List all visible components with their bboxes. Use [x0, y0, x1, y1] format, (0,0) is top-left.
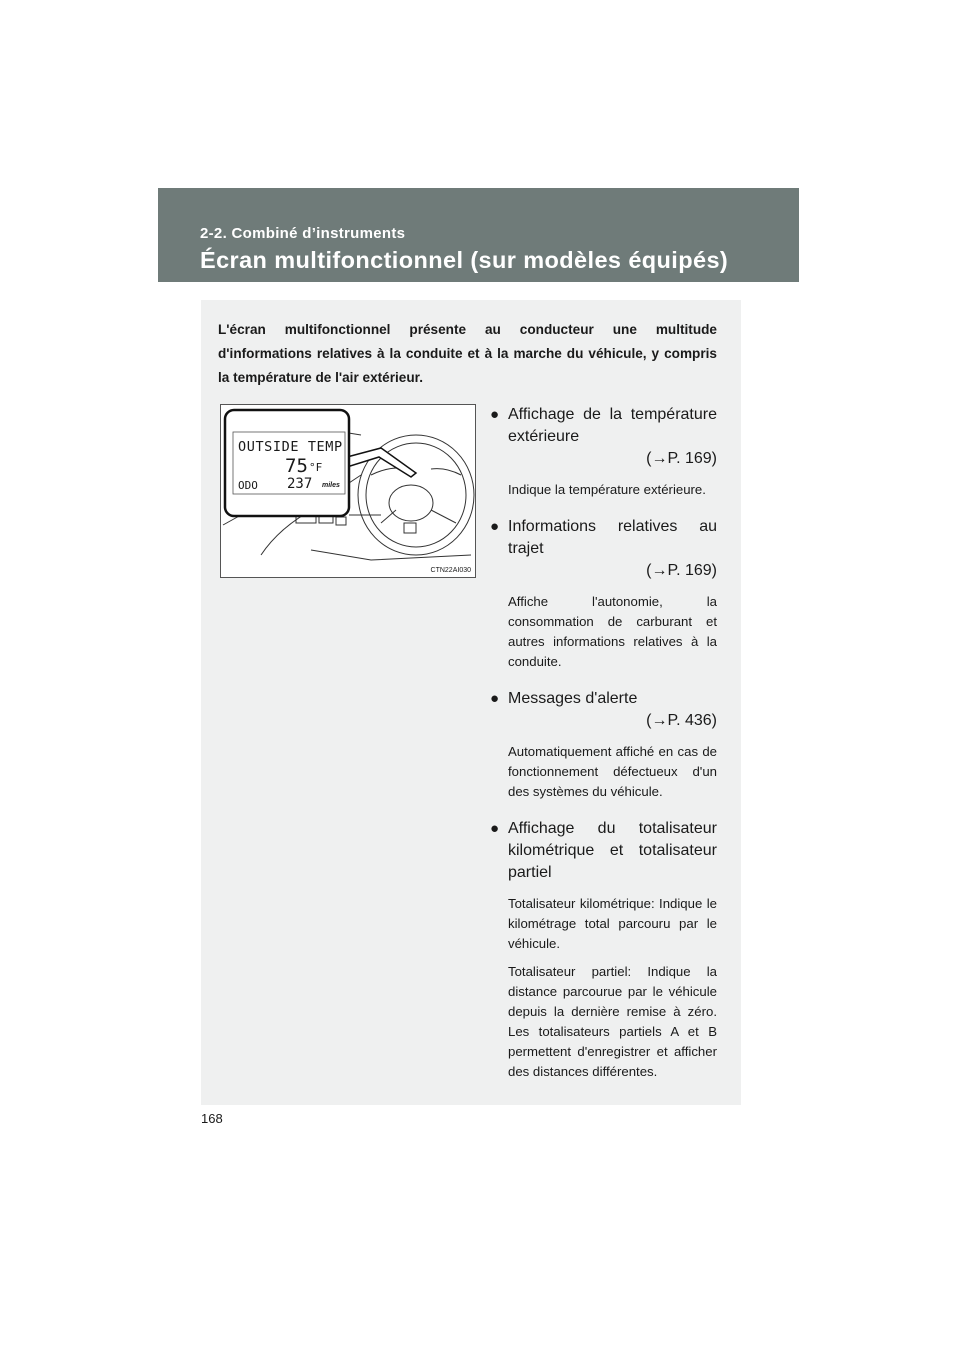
lcd-temp-value: 75 [285, 455, 308, 477]
lcd-temp-unit: °F [309, 461, 323, 474]
item-description: Automatiquement affiché en cas de fonctionnement défectueux d'un des systèmes du véhicule. [508, 744, 717, 799]
item-description: Affiche l'autonomie, la consommation de carburant et autres informations relatives à la conduite. [508, 594, 717, 669]
lcd-line1: OUTSIDE TEMP [238, 439, 343, 455]
intro-paragraph: L'écran multifonctionnel présente au conducteur une multitude d'informations relatives à la conduite et à la marche du véhicule, y compris la température de l'air extérieur. [218, 322, 717, 385]
figure-code: CTN22AI030 [430, 567, 471, 574]
page-number: 168 [201, 1111, 223, 1126]
lcd-odo-unit: miles [322, 482, 340, 489]
item-title: Informations relatives au trajet [508, 518, 717, 557]
lcd-odo-label: ODO [238, 479, 258, 492]
chapter-header [158, 188, 799, 282]
bullet-icon: ● [490, 690, 500, 707]
dashboard-drawing [221, 405, 475, 577]
item-title: Affichage de la température extérieure [508, 406, 717, 445]
page-reference: (→P. 169) [646, 562, 717, 579]
list-item [490, 818, 717, 1082]
instrument-cluster-illustration [220, 404, 476, 578]
item-description: Totalisateur partiel: Indique la distance parcourue par le véhicule depuis la dernière remise à zéro. Les totalisateurs partiels A et B permettent d'enregistrer et afficher des distances différentes. [508, 964, 717, 1079]
page-title: Écran multifonctionnel (sur modèles équipés) [200, 247, 729, 273]
item-title: Messages d'alerte [508, 690, 638, 707]
bullet-icon: ● [490, 518, 500, 535]
bullet-icon: ● [490, 820, 500, 837]
lcd-odo-value: 237 [287, 476, 313, 492]
list-item [490, 688, 717, 802]
item-title: Affichage du totalisateur kilométrique et totalisateur partiel [508, 820, 717, 881]
item-description: Totalisateur kilométrique: Indique le kilométrage total parcouru par le véhicule. [508, 896, 717, 951]
item-description: Indique la température extérieure. [508, 482, 706, 497]
content-panel [201, 300, 741, 1105]
section-label: 2-2. Combiné d’instruments [200, 225, 406, 242]
page-reference: (→P. 169) [646, 450, 717, 467]
feature-list [490, 404, 717, 1098]
list-item [490, 516, 717, 672]
page-reference: (→P. 436) [646, 712, 717, 729]
list-item [490, 404, 717, 500]
bullet-icon: ● [490, 406, 500, 423]
